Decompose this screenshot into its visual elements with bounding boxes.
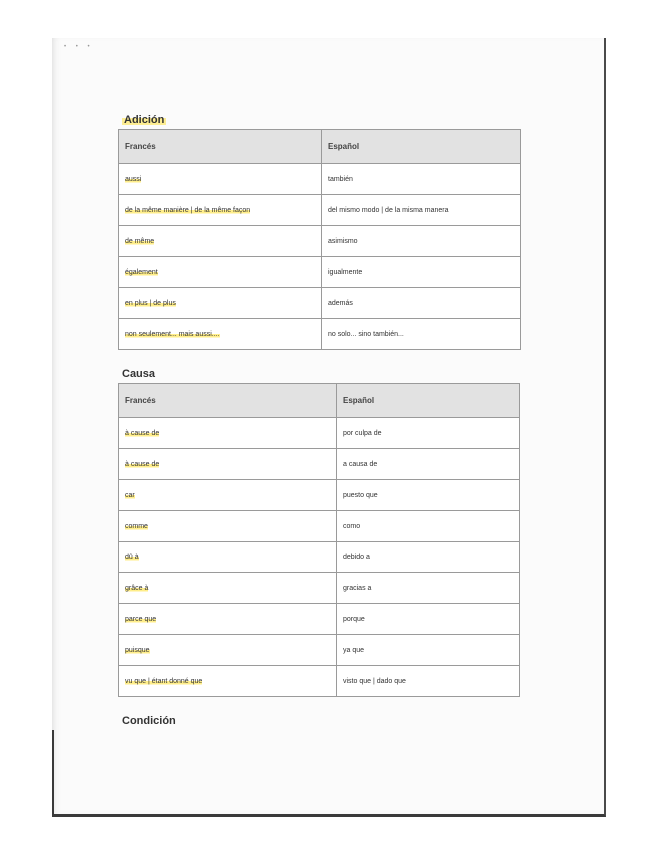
table-adicion [118,129,521,350]
cell-spanish: igualmente [322,257,521,288]
column-header-french: Francés [119,130,322,164]
section-title-adicion: Adición [124,114,165,126]
table-row [119,418,520,449]
table-row [119,195,521,226]
table-row [119,542,520,573]
french-term: à cause de [125,460,160,468]
french-term: en plus | de plus [125,299,176,307]
table-row [119,288,521,319]
table-row [119,666,520,697]
french-term: puisque [125,646,150,654]
cell-french [119,511,337,542]
cell-spanish: visto que | dado que [337,666,520,697]
french-term: grâce à [125,584,149,592]
cell-spanish: no solo... sino también... [322,319,521,350]
cell-spanish: además [322,288,521,319]
cell-spanish: porque [337,604,520,635]
page-edge [52,730,54,814]
cell-french [119,480,337,511]
table-row [119,257,521,288]
table-row [119,319,521,350]
section-title-condicion: Condición [122,715,176,727]
table-header-row [119,130,521,164]
table-row [119,480,520,511]
cell-french [119,319,322,350]
cell-spanish: puesto que [337,480,520,511]
table-causa [118,383,520,697]
cell-french [119,164,322,195]
french-term: comme [125,522,148,530]
cell-french [119,418,337,449]
column-header-french: Francés [119,384,337,418]
cell-spanish: también [322,164,521,195]
cell-spanish: por culpa de [337,418,520,449]
scan-artifact: • • • [64,44,94,50]
french-term: non seulement... mais aussi.... [125,330,220,338]
cell-french [119,449,337,480]
table-row [119,449,520,480]
table-row [119,226,521,257]
french-term: parce que [125,615,157,623]
cell-spanish: del mismo modo | de la misma manera [322,195,521,226]
cell-spanish: gracias a [337,573,520,604]
table-row [119,511,520,542]
cell-spanish: ya que [337,635,520,666]
french-term: car [125,491,135,499]
table-row [119,604,520,635]
french-term: aussi [125,175,142,183]
cell-spanish: a causa de [337,449,520,480]
section-causa [118,364,520,697]
column-header-spanish: Español [337,384,520,418]
cell-spanish: como [337,511,520,542]
table-header-row [119,384,520,418]
french-term: vu que | étant donné que [125,677,203,685]
cell-spanish: debido a [337,542,520,573]
section-adicion [118,110,521,350]
section-title-causa: Causa [122,368,156,380]
section-condicion [118,711,176,730]
french-term: dû à [125,553,139,561]
french-term: également [125,268,158,276]
french-term: de même [125,237,155,245]
french-term: à cause de [125,429,160,437]
table-row [119,164,521,195]
table-row [119,635,520,666]
column-header-spanish: Español [322,130,521,164]
cell-french [119,542,337,573]
cell-french [119,257,322,288]
cell-spanish: asimismo [322,226,521,257]
cell-french [119,195,322,226]
cell-french [119,604,337,635]
cell-french [119,666,337,697]
cell-french [119,226,322,257]
french-term: de la même manière | de la même façon [125,206,251,214]
cell-french [119,573,337,604]
cell-french [119,288,322,319]
table-row [119,573,520,604]
cell-french [119,635,337,666]
